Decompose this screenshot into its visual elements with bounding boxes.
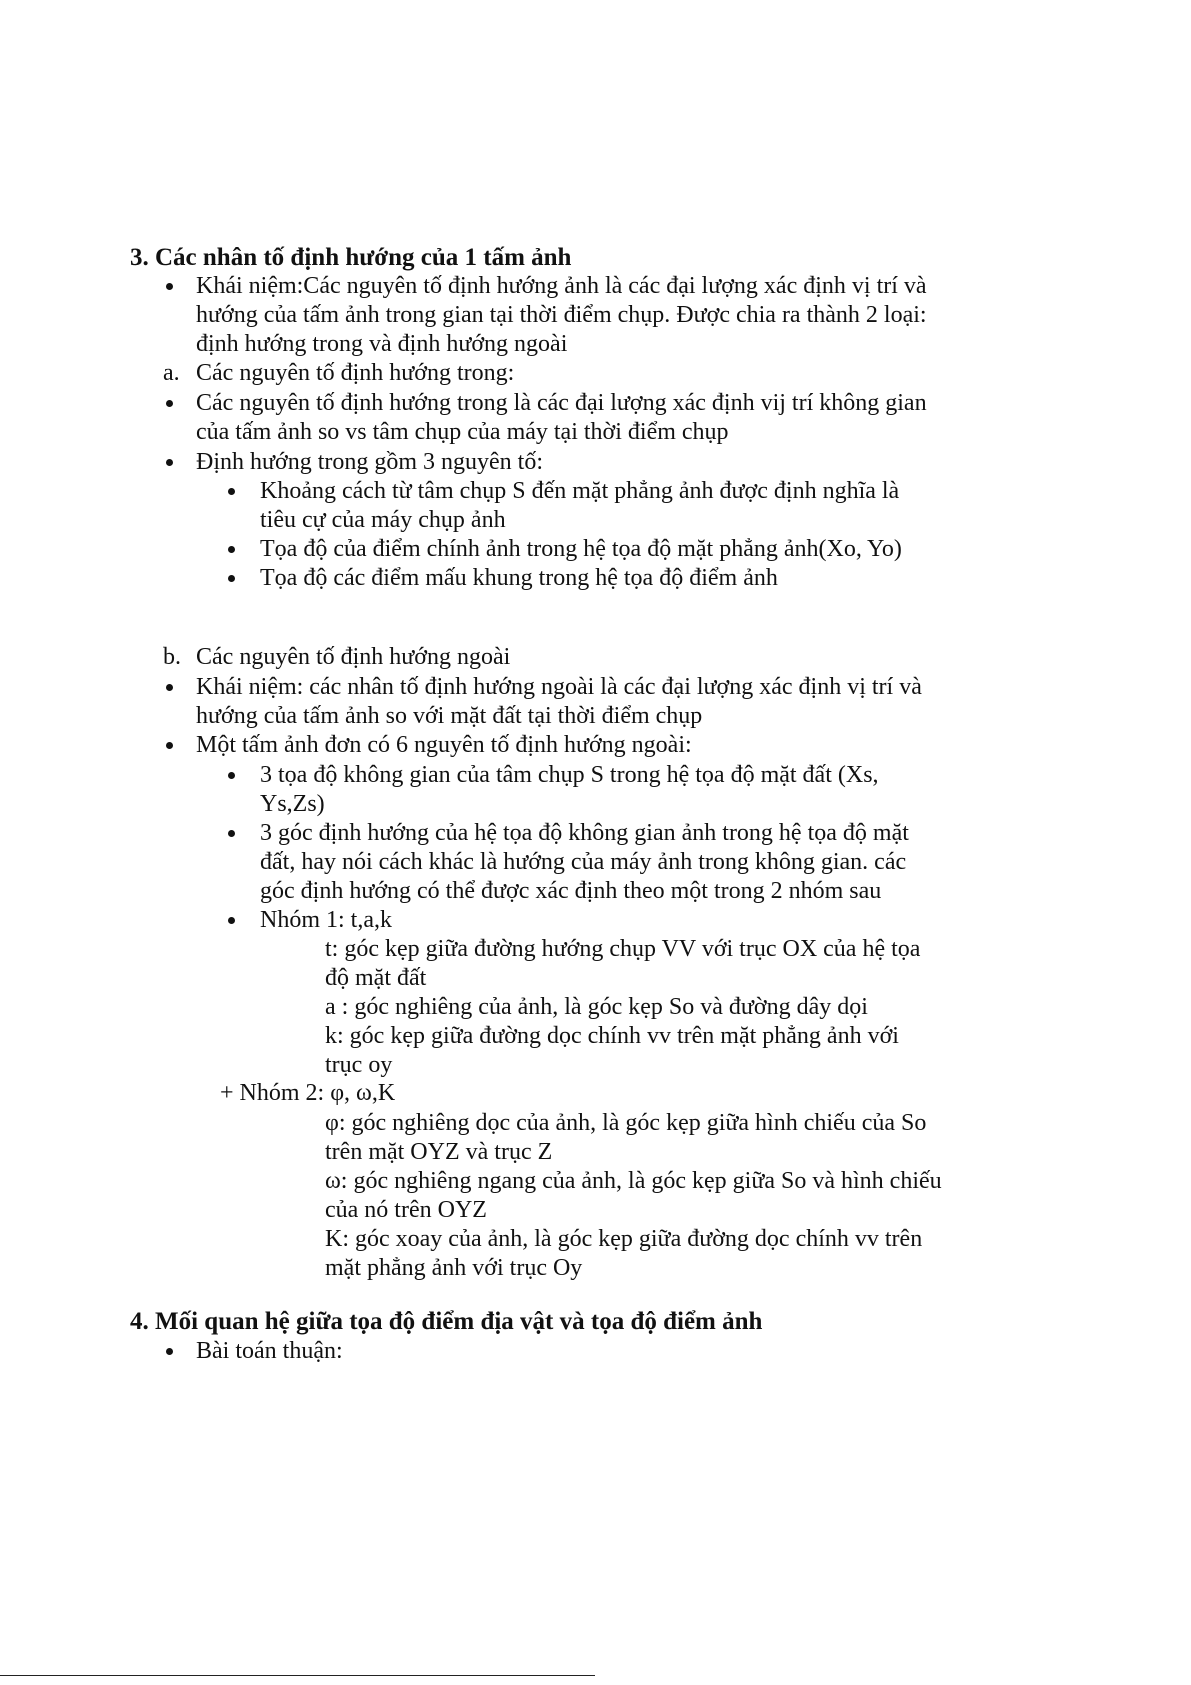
outer-element-2-line-2: đất, hay nói cách khác là hướng của máy ảnh trong không gian. các (260, 849, 907, 875)
inner-element-1-line-2: tiêu cự của máy chụp ảnh (260, 507, 506, 533)
concept-line-3: định hướng trong và định hướng ngoài (196, 331, 568, 357)
footer-rule (0, 1675, 595, 1676)
subsection-a-marker: a. (163, 360, 180, 386)
section-4-heading: 4. Mối quan hệ giữa tọa độ điểm địa vật và tọa độ điểm ảnh (130, 1308, 763, 1335)
bullet-icon (166, 283, 173, 290)
outer-definition-line-1: Khái niệm: các nhân tố định hướng ngoài là các đại lượng xác định vị trí và (196, 674, 922, 700)
group-2-line-4: của nó trên OYZ (325, 1197, 487, 1223)
bullet-icon (166, 400, 173, 407)
concept-line-1: Khái niệm:Các nguyên tố định hướng ảnh là các đại lượng xác định vị trí và (196, 273, 927, 299)
outer-definition-line-2: hướng của tấm ảnh so với mặt đất tại thời điểm chụp (196, 703, 703, 729)
group-2-title: + Nhóm 2: φ, ω,K (220, 1080, 396, 1106)
subsection-b-marker: b. (163, 644, 181, 670)
bullet-icon (228, 772, 235, 779)
outer-element-2-line-1: 3 góc định hướng của hệ tọa độ không gian ảnh trong hệ tọa độ mặt (260, 820, 909, 846)
group-1-line-1: t: góc kẹp giữa đường hướng chụp VV với trục OX của hệ tọa (325, 936, 921, 962)
bullet-icon (228, 575, 235, 582)
outer-elements-intro: Một tấm ảnh đơn có 6 nguyên tố định hướng ngoài: (196, 732, 692, 758)
group-2-line-6: mặt phẳng ảnh với trục Oy (325, 1255, 583, 1281)
inner-definition-line-1: Các nguyên tố định hướng trong là các đại lượng xác định vij trí không gian (196, 390, 927, 416)
bullet-icon (228, 488, 235, 495)
bullet-icon (166, 1348, 173, 1355)
group-1-line-4: k: góc kẹp giữa đường dọc chính vv trên mặt phẳng ảnh với (325, 1023, 899, 1049)
section-4-bullet: Bài toán thuận: (196, 1338, 343, 1364)
bullet-icon (228, 830, 235, 837)
group-1-line-3: a : góc nghiêng của ảnh, là góc kẹp So và đường dây dọi (325, 994, 868, 1020)
inner-element-2: Tọa độ của điểm chính ảnh trong hệ tọa độ mặt phẳng ảnh(Xo, Yo) (260, 536, 902, 562)
group-1-title: Nhóm 1: t,a,k (260, 907, 392, 933)
group-2-line-3: ω: góc nghiêng ngang của ảnh, là góc kẹp giữa So và hình chiếu (325, 1168, 942, 1194)
inner-elements-intro: Định hướng trong gồm 3 nguyên tố: (196, 449, 544, 475)
group-2-line-1: φ: góc nghiêng dọc của ảnh, là góc kẹp giữa hình chiếu của So (325, 1110, 927, 1136)
group-1-line-2: độ mặt đất (325, 965, 427, 991)
group-1-line-5: trục oy (325, 1052, 393, 1078)
inner-element-3: Tọa độ các điểm mấu khung trong hệ tọa độ điểm ảnh (260, 565, 778, 591)
outer-element-1-line-2: Ys,Zs) (260, 791, 325, 817)
group-2-line-5: K: góc xoay của ảnh, là góc kẹp giữa đường dọc chính vv trên (325, 1226, 923, 1252)
bullet-icon (228, 917, 235, 924)
concept-line-2: hướng của tấm ảnh trong gian tại thời điểm chụp. Được chia ra thành 2 loại: (196, 302, 927, 328)
subsection-a-title: Các nguyên tố định hướng trong: (196, 360, 515, 386)
outer-element-1-line-1: 3 tọa độ không gian của tâm chụp S trong hệ tọa độ mặt đất (Xs, (260, 762, 879, 788)
subsection-b-title: Các nguyên tố định hướng ngoài (196, 644, 511, 670)
bullet-icon (166, 684, 173, 691)
outer-element-2-line-3: góc định hướng có thể được xác định theo một trong 2 nhóm sau (260, 878, 882, 904)
group-2-line-2: trên mặt OYZ và trục Z (325, 1139, 553, 1165)
bullet-icon (228, 546, 235, 553)
inner-definition-line-2: của tấm ảnh so vs tâm chụp của máy tại thời điểm chụp (196, 419, 729, 445)
bullet-icon (166, 742, 173, 749)
inner-element-1-line-1: Khoảng cách từ tâm chụp S đến mặt phẳng ảnh được định nghĩa là (260, 478, 900, 504)
bullet-icon (166, 459, 173, 466)
section-3-heading: 3. Các nhân tố định hướng của 1 tấm ảnh (130, 244, 572, 271)
